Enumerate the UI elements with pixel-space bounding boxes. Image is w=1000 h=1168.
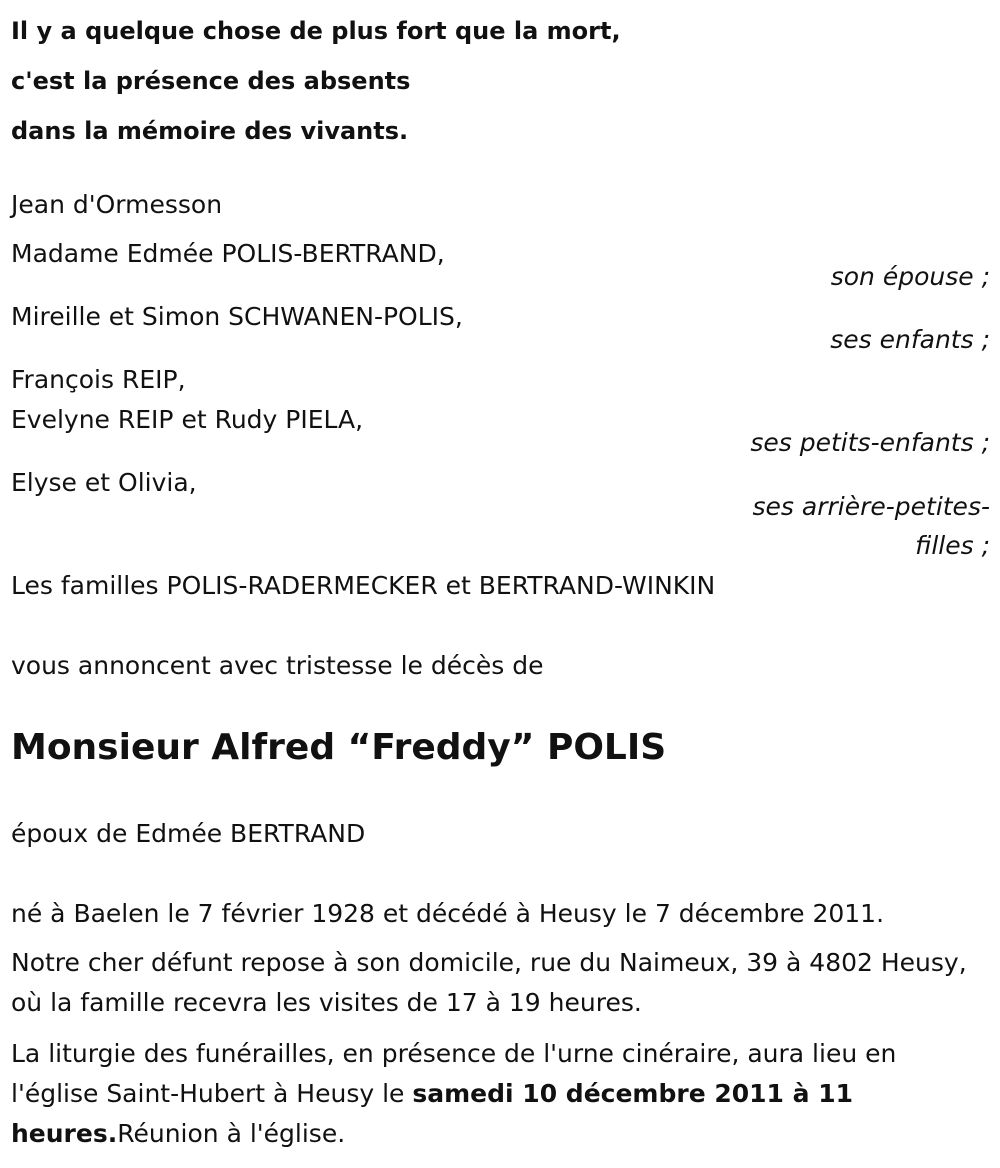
extended-families: Les familles POLIS-RADERMECKER et BERTRAND-WINKIN: [11, 571, 716, 600]
great-grandchildren-name: Elyse et Olivia,: [11, 468, 197, 497]
quote-block: [11, 6, 621, 156]
birth-death-info: né à Baelen le 7 février 1928 et décédé à Heusy le 7 décembre 2011.: [11, 899, 885, 928]
quote-author: Jean d'Ormesson: [11, 190, 223, 219]
spouse-role: son épouse ;: [830, 262, 990, 291]
spouse-of: époux de Edmée BERTRAND: [11, 819, 366, 848]
great-grandchildren-role-2: filles ;: [915, 531, 990, 560]
liturgy-info: [11, 1034, 971, 1154]
liturgy-date-time: samedi 10 décembre 2011 à 11 heures.: [11, 1079, 853, 1148]
quote-line-2: c'est la présence des absents: [11, 67, 411, 95]
spouse-name: Madame Edmée POLIS-BERTRAND,: [11, 239, 445, 268]
quote-line-1: Il y a quelque chose de plus fort que la mort,: [11, 17, 621, 45]
deceased-name: Monsieur Alfred “Freddy” POLIS: [11, 727, 667, 768]
liturgy-text-after: Réunion à l'église.: [117, 1119, 346, 1148]
grandchildren-role: ses petits-enfants ;: [750, 428, 990, 457]
quote-line-3: dans la mémoire des vivants.: [11, 117, 409, 145]
children-role: ses enfants ;: [830, 325, 990, 354]
announcement-text: vous annoncent avec tristesse le décès de: [11, 651, 544, 680]
grandchild-1: François REIP,: [11, 365, 186, 394]
liturgy-text-before: La liturgie des funérailles, en présence de l'urne cinéraire, aura lieu en l'église Saint-Hubert à Heusy le: [11, 1039, 897, 1108]
children-name: Mireille et Simon SCHWANEN-POLIS,: [11, 302, 463, 331]
great-grandchildren-role-1: ses arrière-petites-: [752, 492, 990, 521]
grandchild-2: Evelyne REIP et Rudy PIELA,: [11, 405, 364, 434]
rest-info: Notre cher défunt repose à son domicile, rue du Naimeux, 39 à 4802 Heusy, où la famille recevra les visites de 17 à 19 heures.: [11, 948, 967, 1017]
